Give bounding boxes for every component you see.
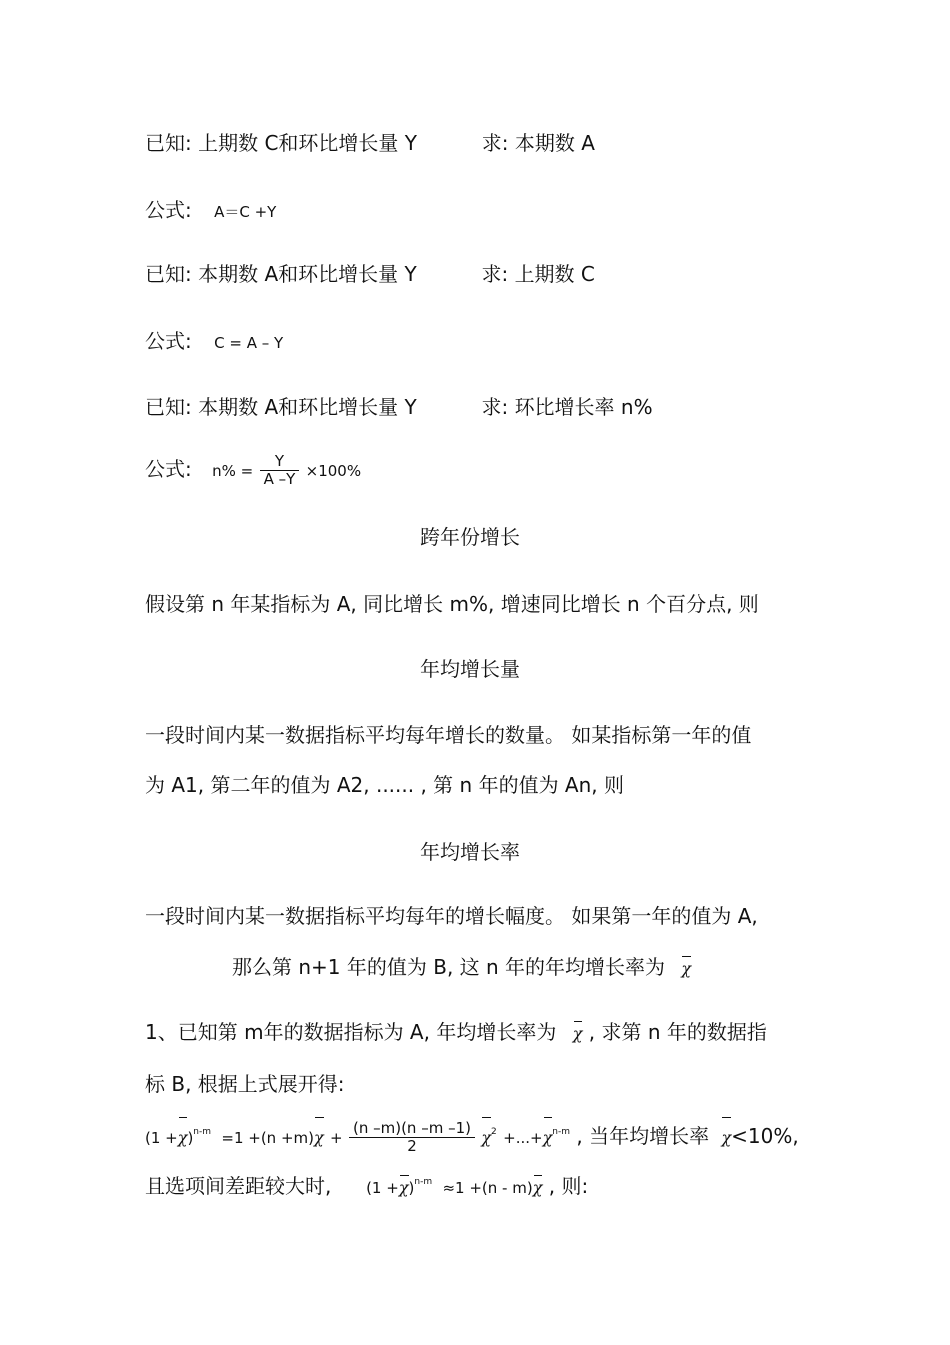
exp-power: n-m bbox=[193, 1127, 212, 1137]
chi-bar-symbol: χ bbox=[533, 1174, 543, 1200]
approx-prefix: 且选项间差距较大时, bbox=[145, 1174, 332, 1198]
annual-avg-rate-text: 那么第 n+1 年的值为 B, 这 n 年的年均增长率为 bbox=[232, 955, 666, 979]
exp-fraction bbox=[349, 1120, 475, 1155]
case1-line-1 bbox=[145, 1020, 767, 1046]
expansion-formula bbox=[145, 1112, 799, 1158]
exp-eq: =1 +(n +m) bbox=[221, 1129, 314, 1147]
known-label: 已知: bbox=[145, 131, 192, 155]
known-label: 已知: bbox=[145, 262, 192, 286]
fraction-numerator: Y bbox=[260, 453, 300, 471]
ask-text: 本期数 A bbox=[514, 131, 595, 155]
annual-avg-rate-line-2 bbox=[232, 955, 691, 981]
known-text: 本期数 A和环比增长量 Y bbox=[198, 262, 417, 286]
ask-label: 求: bbox=[481, 395, 509, 419]
chi-bar-symbol: χ bbox=[543, 1116, 553, 1158]
exp-condition-value: <10%, bbox=[731, 1124, 799, 1148]
formula-line-2 bbox=[145, 329, 283, 355]
annual-avg-amount-line-2: 为 A1, 第二年的值为 A2, ...... , 第 n 年的值为 An, 则 bbox=[145, 773, 624, 797]
exp-open: (1 + bbox=[145, 1129, 178, 1147]
case1-text-b: , 求第 n 年的数据指 bbox=[588, 1020, 767, 1044]
chi-bar-symbol: χ bbox=[573, 1020, 583, 1046]
exp-frac-numerator: (n –m)(n –m –1) bbox=[349, 1120, 475, 1138]
ask-text: 上期数 C bbox=[514, 262, 595, 286]
known-line-2 bbox=[145, 262, 595, 286]
exp-tail: +...+ bbox=[503, 1129, 543, 1147]
exp-tail-power: n-m bbox=[552, 1127, 571, 1137]
fraction-denominator: A –Y bbox=[263, 470, 296, 488]
known-line-3 bbox=[145, 395, 653, 419]
known-text: 上期数 C和环比增长量 Y bbox=[198, 131, 418, 155]
formula-text: A＝C +Y bbox=[214, 203, 277, 221]
formula-text: C = A – Y bbox=[214, 334, 284, 352]
formula-fraction bbox=[260, 453, 300, 488]
approx-end: , 则: bbox=[548, 1174, 589, 1198]
exp-square: 2 bbox=[491, 1127, 497, 1137]
heading-cross-year: 跨年份增长 bbox=[420, 525, 520, 549]
formula-rhs: ×100% bbox=[305, 462, 362, 480]
approx-close: ) bbox=[408, 1179, 415, 1197]
formula-label: 公式: bbox=[145, 457, 192, 481]
ask-label: 求: bbox=[481, 262, 509, 286]
formula-label: 公式: bbox=[145, 329, 192, 353]
formula-line-3 bbox=[145, 449, 361, 491]
exp-plus: + bbox=[330, 1129, 343, 1147]
known-text: 本期数 A和环比增长量 Y bbox=[198, 395, 417, 419]
ask-label: 求: bbox=[481, 131, 509, 155]
approximation-line bbox=[145, 1170, 588, 1200]
known-label: 已知: bbox=[145, 395, 192, 419]
exp-condition: , 当年均增长率 bbox=[576, 1124, 710, 1148]
approx-mid: ≈1 +(n - m) bbox=[442, 1179, 533, 1197]
chi-bar-symbol: χ bbox=[681, 955, 691, 981]
annual-avg-rate-line-1: 一段时间内某一数据指标平均每年的增长幅度。 如果第一年的值为 A, bbox=[145, 904, 758, 928]
cross-year-text: 假设第 n 年某指标为 A, 同比增长 m%, 增速同比增长 n 个百分点, 则 bbox=[145, 592, 759, 616]
approx-open: (1 + bbox=[366, 1179, 399, 1197]
formula-label: 公式: bbox=[145, 198, 192, 222]
chi-bar-symbol: χ bbox=[178, 1116, 188, 1158]
formula-line-1 bbox=[145, 198, 276, 224]
heading-annual-avg-amount: 年均增长量 bbox=[420, 657, 520, 681]
ask-text: 环比增长率 n% bbox=[514, 395, 653, 419]
exp-frac-denominator: 2 bbox=[407, 1137, 417, 1155]
chi-bar-symbol: χ bbox=[721, 1116, 731, 1158]
case1-text-a: 1、已知第 m年的数据指标为 A, 年均增长率为 bbox=[145, 1020, 557, 1044]
case1-line-2: 标 B, 根据上式展开得: bbox=[145, 1072, 345, 1096]
formula-lhs: n% = bbox=[212, 462, 254, 480]
exp-close: ) bbox=[187, 1129, 194, 1147]
known-line-1 bbox=[145, 131, 595, 155]
heading-annual-avg-rate: 年均增长率 bbox=[420, 840, 520, 864]
chi-bar-symbol: χ bbox=[314, 1116, 324, 1158]
chi-bar-symbol: χ bbox=[399, 1174, 409, 1200]
approx-power: n-m bbox=[414, 1177, 433, 1187]
chi-bar-symbol: χ bbox=[481, 1116, 491, 1158]
annual-avg-amount-line-1: 一段时间内某一数据指标平均每年增长的数量。 如某指标第一年的值 bbox=[145, 723, 752, 747]
